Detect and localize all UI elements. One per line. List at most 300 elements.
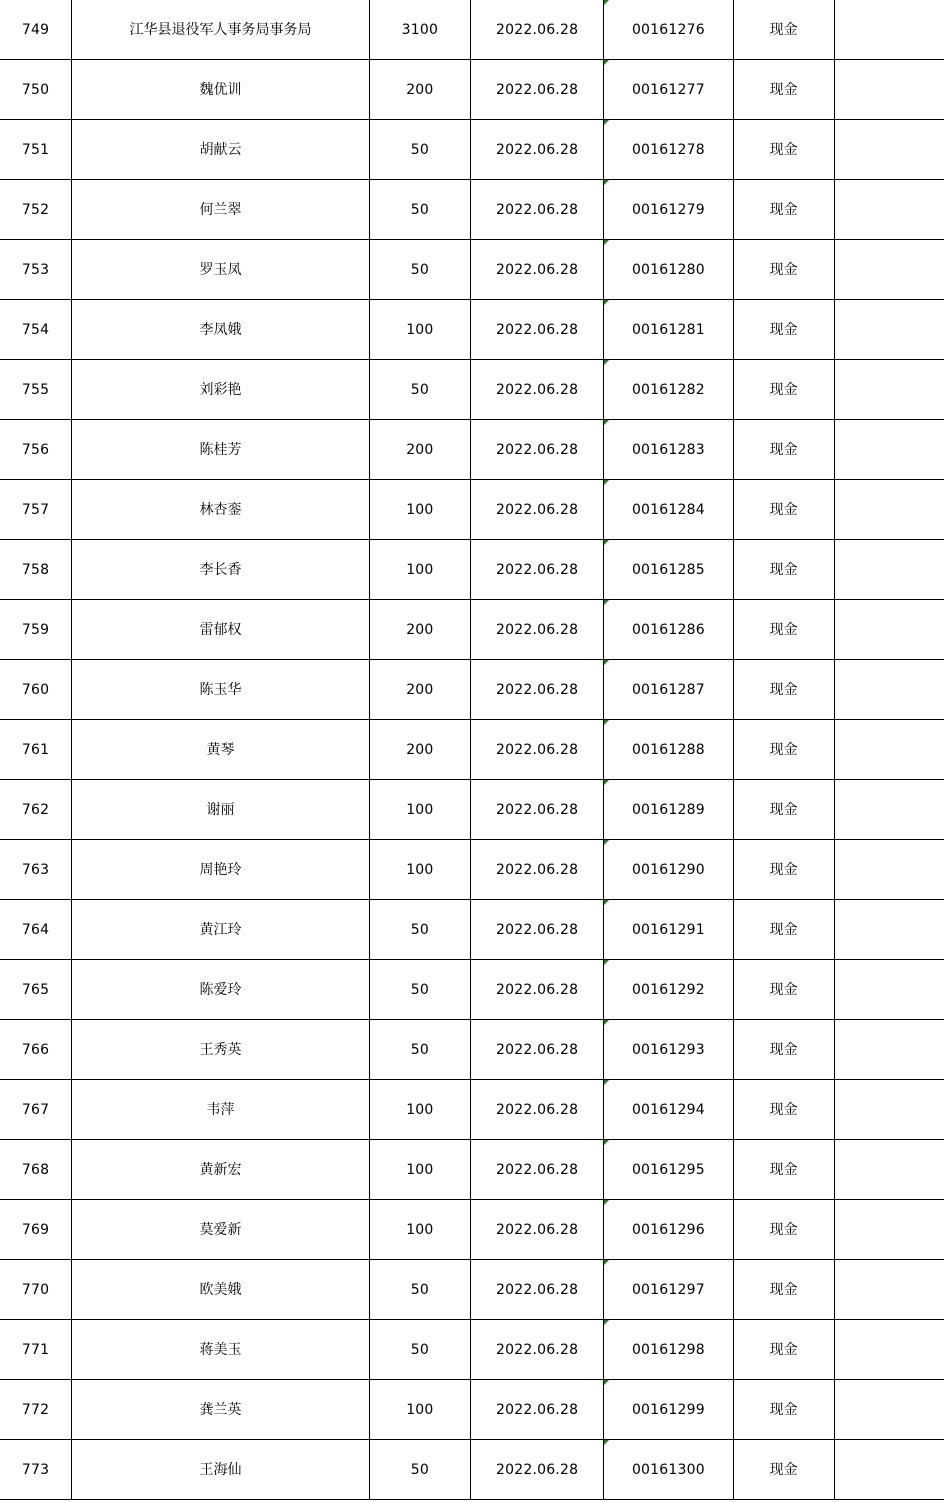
payment-method-cell[interactable] xyxy=(733,1140,834,1200)
row-number-cell[interactable] xyxy=(0,660,72,720)
date-text: 2022.06.28 xyxy=(496,801,579,818)
amount-text: 100 xyxy=(406,801,434,818)
receipt-number-text: 00161299 xyxy=(631,1401,705,1418)
receipt-number-cell[interactable] xyxy=(604,1260,733,1320)
donor-name-cell[interactable] xyxy=(72,600,370,660)
receipt-number-text: 00161295 xyxy=(631,1161,705,1178)
date-text: 2022.06.28 xyxy=(496,261,579,278)
payment-method-cell[interactable] xyxy=(733,1260,834,1320)
payment-method-text: 现金 xyxy=(769,981,798,998)
text-format-indicator-icon xyxy=(604,960,609,965)
payment-method-cell[interactable] xyxy=(733,780,834,840)
payment-method-cell[interactable] xyxy=(733,900,834,960)
text-format-indicator-icon xyxy=(604,600,609,605)
payment-method-text: 现金 xyxy=(769,1041,798,1058)
table-row xyxy=(0,1140,944,1200)
row-number-text: 765 xyxy=(21,981,50,998)
text-format-indicator-icon xyxy=(604,1140,609,1145)
text-format-indicator-icon xyxy=(604,780,609,785)
payment-method-cell[interactable] xyxy=(733,360,834,420)
payment-method-text: 现金 xyxy=(769,801,798,818)
payment-method-text: 现金 xyxy=(769,741,798,758)
payment-method-cell[interactable] xyxy=(733,660,834,720)
date-cell[interactable] xyxy=(470,180,603,240)
row-number-cell[interactable] xyxy=(0,480,72,540)
payment-method-cell[interactable] xyxy=(733,1200,834,1260)
donor-name-text: 刘彩艳 xyxy=(199,381,242,398)
text-format-indicator-icon xyxy=(604,840,609,845)
donor-name-cell[interactable] xyxy=(72,1140,370,1200)
amount-text: 100 xyxy=(406,561,434,578)
payment-method-text: 现金 xyxy=(769,921,798,938)
payment-method-text: 现金 xyxy=(769,1341,798,1358)
row-number-cell[interactable] xyxy=(0,900,72,960)
remarks-cell[interactable] xyxy=(834,1020,944,1080)
amount-cell[interactable] xyxy=(369,1440,470,1500)
receipt-number-cell[interactable] xyxy=(604,840,733,900)
amount-cell[interactable] xyxy=(369,540,470,600)
date-text: 2022.06.28 xyxy=(496,741,579,758)
payment-method-cell[interactable] xyxy=(733,1440,834,1500)
table-row xyxy=(0,540,944,600)
donor-name-text: 周艳玲 xyxy=(199,861,242,878)
remarks-cell[interactable] xyxy=(834,360,944,420)
remarks-cell[interactable] xyxy=(834,60,944,120)
amount-text: 3100 xyxy=(401,21,439,38)
date-text: 2022.06.28 xyxy=(496,1461,579,1478)
row-number-text: 772 xyxy=(21,1401,50,1418)
remarks-cell[interactable] xyxy=(834,840,944,900)
amount-cell[interactable] xyxy=(369,1260,470,1320)
row-number-cell[interactable] xyxy=(0,1320,72,1380)
date-text: 2022.06.28 xyxy=(496,201,579,218)
donor-name-cell[interactable] xyxy=(72,1380,370,1440)
text-format-indicator-icon xyxy=(604,900,609,905)
row-number-text: 773 xyxy=(21,1461,50,1478)
receipt-number-cell[interactable] xyxy=(604,180,733,240)
donor-name-text: 欧美娥 xyxy=(199,1281,242,1298)
row-number-cell[interactable] xyxy=(0,720,72,780)
date-text: 2022.06.28 xyxy=(496,1341,579,1358)
donor-name-cell[interactable] xyxy=(72,360,370,420)
payment-method-cell[interactable] xyxy=(733,240,834,300)
remarks-cell[interactable] xyxy=(834,120,944,180)
receipt-number-cell[interactable] xyxy=(604,420,733,480)
payment-method-cell[interactable] xyxy=(733,420,834,480)
row-number-text: 761 xyxy=(21,741,50,758)
receipt-number-text: 00161279 xyxy=(631,201,705,218)
row-number-cell[interactable] xyxy=(0,1080,72,1140)
amount-cell[interactable] xyxy=(369,1020,470,1080)
row-number-text: 770 xyxy=(21,1281,50,1298)
row-number-text: 763 xyxy=(21,861,50,878)
row-number-cell[interactable] xyxy=(0,1260,72,1320)
date-cell[interactable] xyxy=(470,1380,603,1440)
date-text: 2022.06.28 xyxy=(496,321,579,338)
amount-cell[interactable] xyxy=(369,60,470,120)
table-row xyxy=(0,660,944,720)
receipt-number-cell[interactable] xyxy=(604,1020,733,1080)
text-format-indicator-icon xyxy=(604,720,609,725)
amount-text: 100 xyxy=(406,1401,434,1418)
receipt-number-text: 00161284 xyxy=(631,501,705,518)
row-number-text: 771 xyxy=(21,1341,50,1358)
receipt-number-cell[interactable] xyxy=(604,0,733,60)
date-cell[interactable] xyxy=(470,960,603,1020)
date-text: 2022.06.28 xyxy=(496,441,579,458)
date-cell[interactable] xyxy=(470,720,603,780)
amount-cell[interactable] xyxy=(369,240,470,300)
payment-method-cell[interactable] xyxy=(733,180,834,240)
amount-cell[interactable] xyxy=(369,360,470,420)
receipt-number-cell[interactable] xyxy=(604,300,733,360)
text-format-indicator-icon xyxy=(604,420,609,425)
receipt-number-text: 00161285 xyxy=(631,561,705,578)
date-cell[interactable] xyxy=(470,0,603,60)
receipt-number-cell[interactable] xyxy=(604,660,733,720)
amount-text: 50 xyxy=(410,1041,429,1058)
amount-cell[interactable] xyxy=(369,960,470,1020)
remarks-cell[interactable] xyxy=(834,900,944,960)
payment-method-cell[interactable] xyxy=(733,1080,834,1140)
text-format-indicator-icon xyxy=(604,660,609,665)
row-number-text: 762 xyxy=(21,801,50,818)
receipt-number-text: 00161297 xyxy=(631,1281,705,1298)
amount-text: 50 xyxy=(410,141,429,158)
row-number-cell[interactable] xyxy=(0,960,72,1020)
amount-text: 50 xyxy=(410,261,429,278)
row-number-cell[interactable] xyxy=(0,120,72,180)
date-cell[interactable] xyxy=(470,1260,603,1320)
date-cell[interactable] xyxy=(470,600,603,660)
date-text: 2022.06.28 xyxy=(496,921,579,938)
date-cell[interactable] xyxy=(470,1020,603,1080)
payment-method-cell[interactable] xyxy=(733,1380,834,1440)
date-cell[interactable] xyxy=(470,60,603,120)
date-cell[interactable] xyxy=(470,120,603,180)
date-cell[interactable] xyxy=(470,540,603,600)
date-text: 2022.06.28 xyxy=(496,1401,579,1418)
amount-cell[interactable] xyxy=(369,1200,470,1260)
amount-cell[interactable] xyxy=(369,840,470,900)
remarks-cell[interactable] xyxy=(834,1200,944,1260)
row-number-cell[interactable] xyxy=(0,0,72,60)
donor-name-text: 陈桂芳 xyxy=(199,441,242,458)
amount-cell[interactable] xyxy=(369,1380,470,1440)
receipt-number-cell[interactable] xyxy=(604,240,733,300)
remarks-cell[interactable] xyxy=(834,1140,944,1200)
payment-method-cell[interactable] xyxy=(733,300,834,360)
row-number-cell[interactable] xyxy=(0,780,72,840)
remarks-cell[interactable] xyxy=(834,780,944,840)
date-text: 2022.06.28 xyxy=(496,561,579,578)
donor-name-text: 何兰翠 xyxy=(199,201,242,218)
amount-cell[interactable] xyxy=(369,660,470,720)
receipt-number-cell[interactable] xyxy=(604,1320,733,1380)
row-number-cell[interactable] xyxy=(0,360,72,420)
receipt-number-cell[interactable] xyxy=(604,720,733,780)
amount-cell[interactable] xyxy=(369,900,470,960)
remarks-cell[interactable] xyxy=(834,1380,944,1440)
amount-text: 50 xyxy=(410,1461,429,1478)
donor-name-cell[interactable] xyxy=(72,1080,370,1140)
table-row xyxy=(0,240,944,300)
row-number-cell[interactable] xyxy=(0,840,72,900)
table-row xyxy=(0,480,944,540)
donor-name-text: 陈玉华 xyxy=(199,681,242,698)
date-cell[interactable] xyxy=(470,240,603,300)
payment-method-cell[interactable] xyxy=(733,960,834,1020)
remarks-cell[interactable] xyxy=(834,960,944,1020)
row-number-text: 758 xyxy=(21,561,50,578)
amount-text: 50 xyxy=(410,921,429,938)
receipt-number-text: 00161296 xyxy=(631,1221,705,1238)
donor-name-text: 黄新宏 xyxy=(199,1161,242,1178)
receipt-number-cell[interactable] xyxy=(604,600,733,660)
row-number-cell[interactable] xyxy=(0,1380,72,1440)
donor-name-cell[interactable] xyxy=(72,1320,370,1380)
date-text: 2022.06.28 xyxy=(496,981,579,998)
amount-cell[interactable] xyxy=(369,480,470,540)
donor-name-cell[interactable] xyxy=(72,480,370,540)
receipt-number-cell[interactable] xyxy=(604,1440,733,1500)
receipt-number-cell[interactable] xyxy=(604,960,733,1020)
row-number-text: 755 xyxy=(21,381,50,398)
payment-method-cell[interactable] xyxy=(733,540,834,600)
row-number-cell[interactable] xyxy=(0,600,72,660)
receipt-number-cell[interactable] xyxy=(604,540,733,600)
date-cell[interactable] xyxy=(470,1440,603,1500)
donor-name-cell[interactable] xyxy=(72,540,370,600)
donor-name-cell[interactable] xyxy=(72,120,370,180)
table-row xyxy=(0,300,944,360)
receipt-number-text: 00161291 xyxy=(631,921,705,938)
receipt-number-text: 00161283 xyxy=(631,441,705,458)
remarks-cell[interactable] xyxy=(834,480,944,540)
amount-text: 100 xyxy=(406,1161,434,1178)
date-text: 2022.06.28 xyxy=(496,1281,579,1298)
text-format-indicator-icon xyxy=(604,240,609,245)
payment-method-text: 现金 xyxy=(769,861,798,878)
date-text: 2022.06.28 xyxy=(496,861,579,878)
donor-name-cell[interactable] xyxy=(72,60,370,120)
remarks-cell[interactable] xyxy=(834,1320,944,1380)
row-number-text: 760 xyxy=(21,681,50,698)
text-format-indicator-icon xyxy=(604,180,609,185)
donor-name-cell[interactable] xyxy=(72,840,370,900)
remarks-cell[interactable] xyxy=(834,1440,944,1500)
payment-method-text: 现金 xyxy=(769,321,798,338)
payment-method-text: 现金 xyxy=(769,621,798,638)
date-cell[interactable] xyxy=(470,420,603,480)
receipt-number-cell[interactable] xyxy=(604,1140,733,1200)
remarks-cell[interactable] xyxy=(834,1260,944,1320)
payment-method-cell[interactable] xyxy=(733,840,834,900)
payment-method-text: 现金 xyxy=(769,1221,798,1238)
payment-method-text: 现金 xyxy=(769,1281,798,1298)
row-number-cell[interactable] xyxy=(0,420,72,480)
donor-name-cell[interactable] xyxy=(72,300,370,360)
donor-name-cell[interactable] xyxy=(72,420,370,480)
receipt-number-cell[interactable] xyxy=(604,360,733,420)
table-row xyxy=(0,1200,944,1260)
amount-cell[interactable] xyxy=(369,1080,470,1140)
table-row xyxy=(0,1260,944,1320)
date-cell[interactable] xyxy=(470,480,603,540)
receipt-number-text: 00161292 xyxy=(631,981,705,998)
row-number-text: 764 xyxy=(21,921,50,938)
payment-method-text: 现金 xyxy=(769,501,798,518)
donor-name-cell[interactable] xyxy=(72,660,370,720)
amount-cell[interactable] xyxy=(369,780,470,840)
amount-cell[interactable] xyxy=(369,300,470,360)
text-format-indicator-icon xyxy=(604,540,609,545)
amount-cell[interactable] xyxy=(369,720,470,780)
payment-method-cell[interactable] xyxy=(733,60,834,120)
receipt-number-cell[interactable] xyxy=(604,1380,733,1440)
donor-name-cell[interactable] xyxy=(72,960,370,1020)
remarks-cell[interactable] xyxy=(834,1080,944,1140)
row-number-cell[interactable] xyxy=(0,1140,72,1200)
amount-cell[interactable] xyxy=(369,600,470,660)
amount-cell[interactable] xyxy=(369,120,470,180)
row-number-cell[interactable] xyxy=(0,300,72,360)
donor-name-cell[interactable] xyxy=(72,240,370,300)
payment-method-text: 现金 xyxy=(769,141,798,158)
date-cell[interactable] xyxy=(470,840,603,900)
amount-cell[interactable] xyxy=(369,420,470,480)
receipt-number-cell[interactable] xyxy=(604,780,733,840)
remarks-cell[interactable] xyxy=(834,300,944,360)
payment-method-text: 现金 xyxy=(769,561,798,578)
donor-name-cell[interactable] xyxy=(72,1440,370,1500)
date-cell[interactable] xyxy=(470,1320,603,1380)
date-cell[interactable] xyxy=(470,360,603,420)
amount-cell[interactable] xyxy=(369,180,470,240)
table-row xyxy=(0,780,944,840)
table-row xyxy=(0,720,944,780)
donor-name-text: 龚兰英 xyxy=(199,1401,242,1418)
amount-cell[interactable] xyxy=(369,1320,470,1380)
payment-method-cell[interactable] xyxy=(733,480,834,540)
remarks-cell[interactable] xyxy=(834,660,944,720)
row-number-cell[interactable] xyxy=(0,180,72,240)
donor-name-cell[interactable] xyxy=(72,900,370,960)
payment-method-text: 现金 xyxy=(769,21,798,38)
donor-name-cell[interactable] xyxy=(72,1020,370,1080)
receipt-number-cell[interactable] xyxy=(604,900,733,960)
date-text: 2022.06.28 xyxy=(496,1101,579,1118)
payment-method-text: 现金 xyxy=(769,1401,798,1418)
remarks-cell[interactable] xyxy=(834,600,944,660)
row-number-text: 750 xyxy=(21,81,50,98)
receipt-number-cell[interactable] xyxy=(604,60,733,120)
remarks-cell[interactable] xyxy=(834,180,944,240)
receipt-number-cell[interactable] xyxy=(604,1080,733,1140)
date-cell[interactable] xyxy=(470,660,603,720)
donor-name-text: 李凤娥 xyxy=(199,321,242,338)
payment-method-cell[interactable] xyxy=(733,1020,834,1080)
donor-name-cell[interactable] xyxy=(72,720,370,780)
receipt-number-text: 00161276 xyxy=(631,21,705,38)
date-cell[interactable] xyxy=(470,900,603,960)
donor-name-text: 莫爱新 xyxy=(199,1221,242,1238)
text-format-indicator-icon xyxy=(604,360,609,365)
amount-text: 200 xyxy=(406,441,434,458)
text-format-indicator-icon xyxy=(604,1200,609,1205)
donor-name-cell[interactable] xyxy=(72,0,370,60)
receipt-number-cell[interactable] xyxy=(604,480,733,540)
row-number-cell[interactable] xyxy=(0,1440,72,1500)
payment-method-cell[interactable] xyxy=(733,720,834,780)
receipt-number-cell[interactable] xyxy=(604,120,733,180)
donor-name-text: 谢丽 xyxy=(206,801,235,818)
donor-name-cell[interactable] xyxy=(72,780,370,840)
payment-method-text: 现金 xyxy=(769,1101,798,1118)
donor-name-cell[interactable] xyxy=(72,1260,370,1320)
row-number-cell[interactable] xyxy=(0,240,72,300)
row-number-text: 752 xyxy=(21,201,50,218)
table-row xyxy=(0,180,944,240)
payment-method-cell[interactable] xyxy=(733,0,834,60)
remarks-cell[interactable] xyxy=(834,540,944,600)
row-number-text: 749 xyxy=(21,21,50,38)
date-cell[interactable] xyxy=(470,300,603,360)
receipt-number-text: 00161294 xyxy=(631,1101,705,1118)
table-row xyxy=(0,1440,944,1500)
table-row xyxy=(0,840,944,900)
amount-cell[interactable] xyxy=(369,0,470,60)
payment-method-cell[interactable] xyxy=(733,120,834,180)
payment-method-cell[interactable] xyxy=(733,1320,834,1380)
row-number-cell[interactable] xyxy=(0,540,72,600)
donor-name-cell[interactable] xyxy=(72,1200,370,1260)
date-cell[interactable] xyxy=(470,1200,603,1260)
row-number-text: 756 xyxy=(21,441,50,458)
date-cell[interactable] xyxy=(470,780,603,840)
date-cell[interactable] xyxy=(470,1140,603,1200)
payment-method-cell[interactable] xyxy=(733,600,834,660)
amount-text: 50 xyxy=(410,981,429,998)
remarks-cell[interactable] xyxy=(834,420,944,480)
table-row xyxy=(0,1020,944,1080)
remarks-cell[interactable] xyxy=(834,0,944,60)
amount-text: 200 xyxy=(406,81,434,98)
donor-name-text: 林杏銮 xyxy=(199,501,242,518)
text-format-indicator-icon xyxy=(604,0,609,5)
row-number-cell[interactable] xyxy=(0,1020,72,1080)
table-row xyxy=(0,900,944,960)
donor-name-cell[interactable] xyxy=(72,180,370,240)
date-text: 2022.06.28 xyxy=(496,381,579,398)
row-number-cell[interactable] xyxy=(0,1200,72,1260)
payment-method-text: 现金 xyxy=(769,1461,798,1478)
row-number-cell[interactable] xyxy=(0,60,72,120)
text-format-indicator-icon xyxy=(604,1080,609,1085)
receipt-number-cell[interactable] xyxy=(604,1200,733,1260)
receipt-number-text: 00161281 xyxy=(631,321,705,338)
amount-cell[interactable] xyxy=(369,1140,470,1200)
amount-text: 50 xyxy=(410,1341,429,1358)
date-cell[interactable] xyxy=(470,1080,603,1140)
donor-name-text: 李长香 xyxy=(199,561,242,578)
amount-text: 100 xyxy=(406,1221,434,1238)
remarks-cell[interactable] xyxy=(834,720,944,780)
amount-text: 200 xyxy=(406,681,434,698)
row-number-text: 767 xyxy=(21,1101,50,1118)
receipt-number-text: 00161298 xyxy=(631,1341,705,1358)
remarks-cell[interactable] xyxy=(834,240,944,300)
